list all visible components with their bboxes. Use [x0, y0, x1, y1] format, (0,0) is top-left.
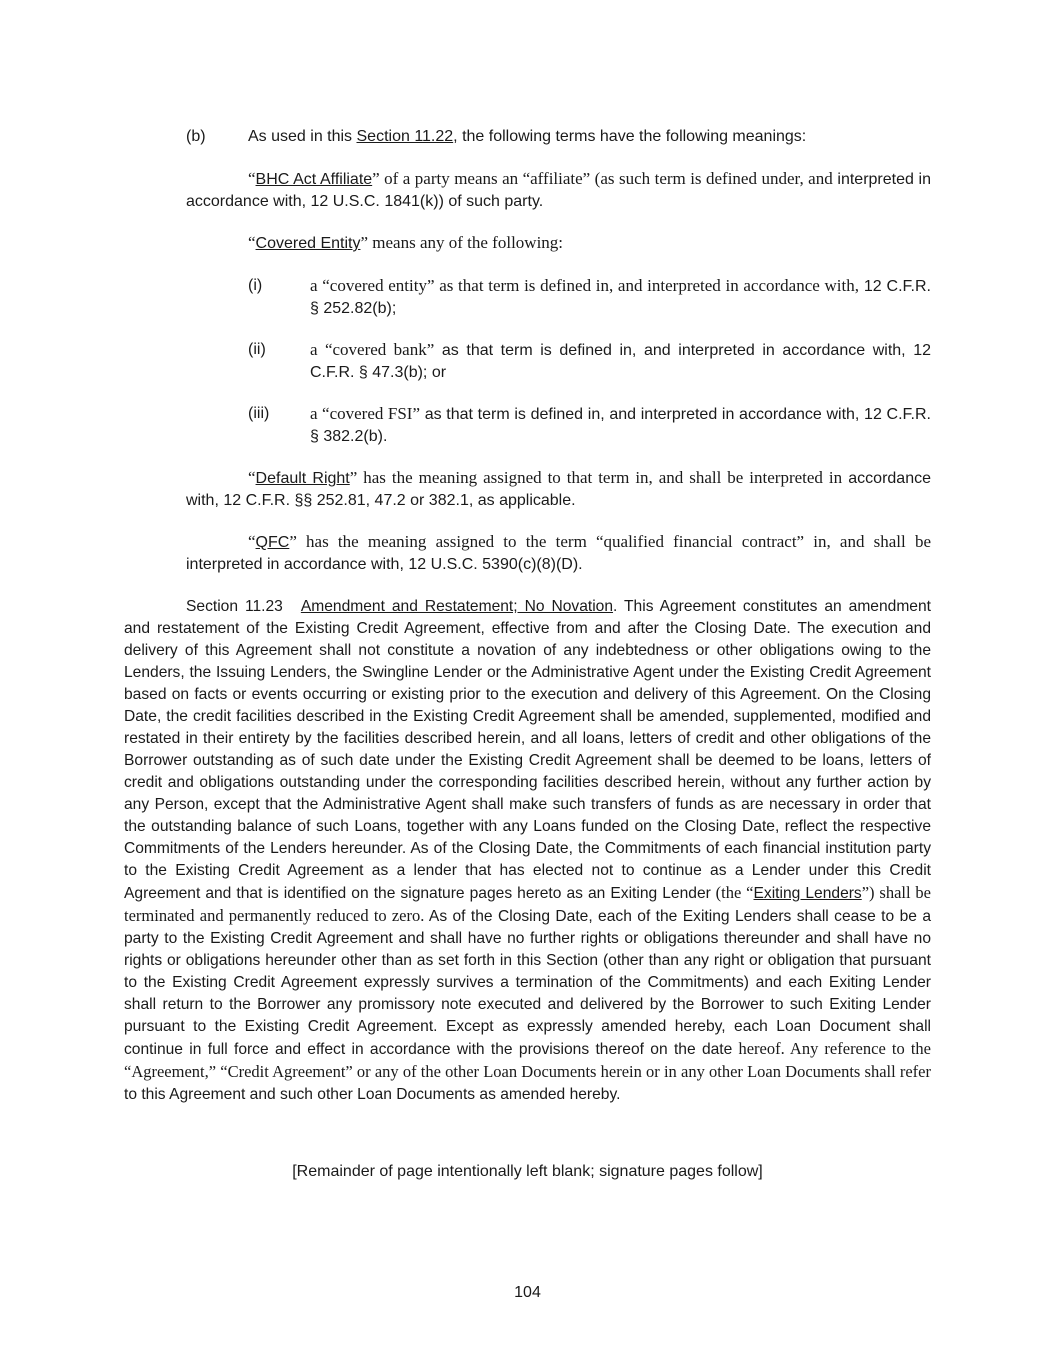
quote-mark: “: [248, 468, 256, 487]
list-item-text: [310, 403, 931, 448]
page-number: 104: [514, 1284, 541, 1301]
list-item-text: [310, 275, 931, 320]
covered-entity-text: ” means any of the following:: [360, 233, 564, 252]
qfc-rest: interpreted in accordance with, 12 U.S.C. 5390(c)(8)(D).: [186, 556, 583, 573]
list-item-marker: (ii): [248, 341, 266, 358]
quote-mark: “: [248, 169, 256, 188]
term-bhc-act-affiliate: BHC Act Affiliate: [255, 171, 373, 188]
quote-mark: “: [248, 233, 256, 252]
section-body-1: . This Agreement constitutes an amendment and restatement of the Existing Credit Agreement, effective from and after the Closing Date. The execution and delivery of this Agreement shall not constitute a novation of any indebtedness or other obligations owing to the Lenders, the Issuing Lenders, the Swingline Lender or the Administrative Agent under the Existing Credit Agreement based on facts or events occurring or existing prior to the execution and delivery of this Agreement. On the Closing Date, the credit facilities described in the Existing Credit Agreement shall be amended, supplemented, modified and restated in their entirety by the facilities described herein, and all loans, letters of credit and other obligations of the Borrower outstanding as of such date under the Existing Credit Agreement shall be deemed to be loans, letters of credit and obligations outstanding under the corresponding facilities described herein, without any further action by any Person, except that the Administrative Agent shall make such transfers of funds as are necessary in order that the outstanding balance of such Loans, together with any Loans funded on the Closing Date, reflect the respective Commitments of the Lenders hereunder. As of the Closing Date, the Commitments of each financial institution party to the Existing Credit Agreement as a lender that has elected not to continue as a Lender under this Credit Agreement and that is identified on the signature pages hereto as an Exiting Lender: [124, 598, 931, 902]
intro-text-before: As used in this: [248, 128, 357, 145]
section-body-serif-1: (the “: [710, 883, 754, 902]
section-title: Amendment and Restatement; No Novation: [300, 598, 614, 615]
bhc-definition-text: ” of a party means an “affiliate” (as such term is defined under, and: [372, 169, 833, 188]
section-number: Section 11.23: [186, 598, 283, 615]
term-qfc: QFC: [255, 534, 290, 551]
term-covered-entity: Covered Entity: [255, 235, 361, 252]
list-item-marker: (i): [248, 277, 263, 294]
intro-marker: (b): [186, 128, 206, 145]
remainder-note: [Remainder of page intentionally left blank; signature pages follow]: [292, 1163, 763, 1180]
qfc-text: ” has the meaning assigned to the term “qualified financial contract” in, and shall be: [289, 532, 931, 551]
term-exiting-lenders: Exiting Lenders: [753, 885, 862, 902]
list-item-serif-text: a “covered FSI”: [310, 404, 420, 423]
list-item-text: [310, 339, 931, 384]
list-item-rest: as that term is defined in, and interpreted in accordance with, 12 C.F.R. § 382.2(b).: [310, 406, 931, 445]
list-item-rest: 12 C.F.R. § 252.82(b);: [310, 278, 931, 317]
section-body-2: As of the Closing Date, each of the Exiting Lenders shall cease to be a party to the Existing Credit Agreement and shall have no further rights or obligations thereunder and shall have no rights or obligations hereunder other than as set forth in this Section (other than any right or obligation that pursuant to the Existing Credit Agreement expressly survives a termination of the Commitments) and each Exiting Lender shall return to the Borrower any promissory note executed and delivered by the Borrower to such Exiting Lender pursuant to the Existing Credit Agreement. Except as expressly amended hereby, each Loan Document shall continue in full force and effect in accordance with the provisions thereof on the date: [124, 908, 931, 1058]
list-item: [248, 339, 931, 383]
section-11-23-paragraph: [124, 596, 931, 1106]
term-default-right: Default Right: [255, 470, 350, 487]
list-item-serif-text: a “covered bank”: [310, 340, 435, 359]
list-item-marker: (iii): [248, 405, 270, 422]
definition-bhc-act-affiliate: [186, 168, 931, 213]
list-item: [248, 275, 931, 319]
list-item-serif-text: a “covered entity” as that term is defined in, and interpreted in accordance with,: [310, 276, 859, 295]
definition-qfc: [186, 531, 931, 576]
section-11-22-reference: Section 11.22: [356, 128, 454, 145]
section-body-serif-2: ”) shall be terminated and permanently reduced to zero.: [124, 883, 931, 925]
section-body-3: to this Agreement and such other Loan Documents as amended hereby.: [124, 1086, 621, 1103]
default-right-text: ” has the meaning assigned to that term in, and shall be interpreted in: [349, 468, 843, 487]
definition-default-right: [186, 467, 931, 512]
list-item: [248, 403, 931, 447]
intro-paragraph: [186, 126, 931, 148]
quote-mark: “: [248, 532, 256, 551]
list-item-rest: as that term is defined in, and interpreted in accordance with, 12 C.F.R. § 47.3(b); or: [310, 342, 931, 381]
default-right-rest: accordance with, 12 C.F.R. §§ 252.81, 47.2 or 382.1, as applicable.: [186, 470, 931, 509]
intro-text-after: , the following terms have the following meanings:: [453, 128, 807, 145]
section-body-serif-3: hereof. Any reference to the “Agreement,” “Credit Agreement” or any of the other Loan Documents herein or in any other Loan Documents shall refer: [124, 1039, 931, 1081]
definition-covered-entity: [248, 232, 931, 255]
bhc-definition-rest: interpreted in accordance with, 12 U.S.C. 1841(k)) of such party.: [186, 171, 931, 210]
